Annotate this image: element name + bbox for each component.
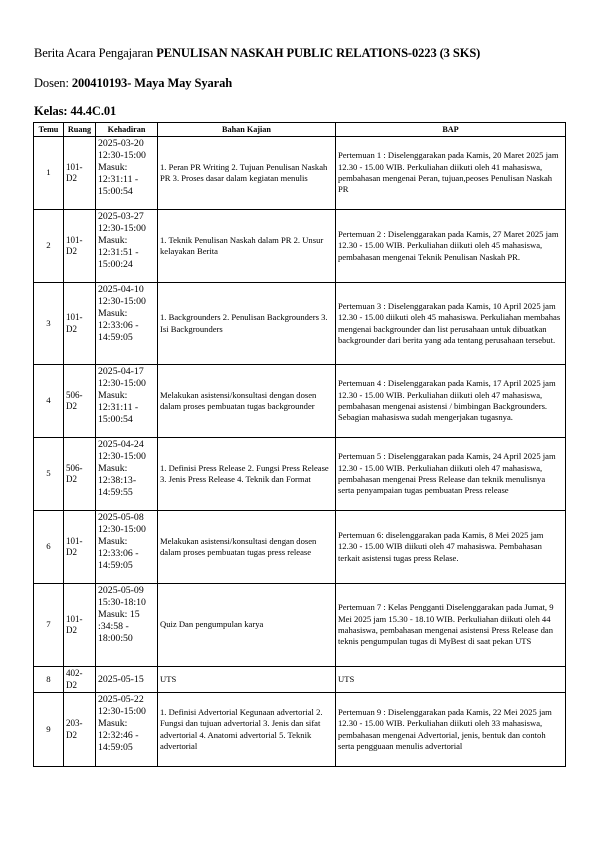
kehadiran-masuk: Masuk: — [98, 390, 128, 401]
kehadiran-date: 2025-03-27 — [98, 211, 144, 222]
temu-cell: 5 — [34, 438, 64, 511]
kehadiran-date: 2025-03-20 — [98, 138, 144, 149]
kehadiran-time: 12:30-15:00 — [98, 706, 146, 717]
col-header-ruang: Ruang — [64, 123, 96, 137]
kehadiran-in: 12:31:51 - — [98, 247, 139, 258]
table-header-row — [34, 123, 566, 137]
kehadiran-date: 2025-04-10 — [98, 284, 144, 295]
kehadiran-date: 2025-04-24 — [98, 439, 144, 450]
kehadiran-time: 12:30-15:00 — [98, 524, 146, 535]
document-title — [34, 46, 480, 61]
lecturer-prefix: Dosen: — [34, 76, 72, 90]
temu-cell: 3 — [34, 283, 64, 365]
kehadiran-out: 14:59:05 — [98, 560, 133, 571]
kehadiran-date: 2025-04-17 — [98, 366, 144, 377]
temu-cell: 7 — [34, 584, 64, 667]
table-row — [34, 667, 566, 693]
bahan-kajian-cell: 1. Definisi Advertorial Kegunaan advertorial 2. Fungsi dan tujuan advertorial 3. Jenis dan sifat advertorial 4. Anatomi advertorial 5. Teknik advertorial — [158, 693, 336, 767]
temu-cell: 1 — [34, 137, 64, 210]
bap-table — [33, 122, 566, 767]
ruang-cell: 506-D2 — [64, 365, 96, 438]
table-row — [34, 283, 566, 365]
kehadiran-cell — [96, 511, 158, 584]
table-row — [34, 584, 566, 667]
kehadiran-date: 2025-05-22 — [98, 694, 144, 705]
kehadiran-in: 12:33:06 - — [98, 320, 139, 331]
ruang-cell: 101-D2 — [64, 283, 96, 365]
kehadiran-in: :34:58 - — [98, 621, 129, 632]
temu-cell: 8 — [34, 667, 64, 693]
table-row — [34, 365, 566, 438]
kehadiran-in: 12:33:06 - — [98, 548, 139, 559]
bap-cell: Pertemuan 4 : Diselenggarakan pada Kamis, 17 April 2025 jam 12.30 - 15.00 WIB. Perkuliahan diikuti oleh 47 mahasiswa, pembahasan mengenai asistensi / bimbingan Backgrounders. Sebagian mahasiswa sudah mengerjakan tugasnya. — [336, 365, 566, 438]
col-header-bap: BAP — [336, 123, 566, 137]
kehadiran-cell — [96, 584, 158, 667]
bap-cell: Pertemuan 1 : Diselenggarakan pada Kamis, 20 Maret 2025 jam 12.30 - 15.00 WIB. Perkuliahan diikuti oleh 41 mahasiswa, pembahasan mengenai Peran, tujuan,peoses Penulisan Naskah PR — [336, 137, 566, 210]
class-label: Kelas: 44.4C.01 — [34, 104, 117, 118]
class-line — [34, 104, 116, 119]
kehadiran-time: 12:30-15:00 — [98, 451, 146, 462]
course-name: PENULISAN NASKAH PUBLIC RELATIONS-0223 (3 SKS) — [156, 46, 481, 60]
table-row — [34, 210, 566, 283]
bap-cell: Pertemuan 5 : Diselenggarakan pada Kamis, 24 April 2025 jam 12.30 - 15.00 WIB. Perkuliahan diikuti oleh 47 mahasiswa, pembahasan mengenai Press Release dan teknik menulisnya serta penyampaian tugas pembuatan Press release — [336, 438, 566, 511]
col-header-bahan-kajian: Bahan Kajian — [158, 123, 336, 137]
ruang-cell: 101-D2 — [64, 584, 96, 667]
kehadiran-masuk: Masuk: 15 — [98, 609, 140, 620]
kehadiran-out: 18:00:50 — [98, 633, 133, 644]
kehadiran-cell — [96, 438, 158, 511]
temu-cell: 4 — [34, 365, 64, 438]
kehadiran-masuk: Masuk: — [98, 536, 128, 547]
bahan-kajian-cell: 1. Backgrounders 2. Penulisan Backgrounders 3. Isi Backgrounders — [158, 283, 336, 365]
kehadiran-cell — [96, 137, 158, 210]
bap-cell: Pertemuan 9 : Diselenggarakan pada Kamis, 22 Mei 2025 jam 12.30 - 15.00 WIB. Perkuliahan diikuti oleh 33 mahasiswa, pembahasan mengenai Advertorial, jenis, bentuk dan contoh serta pengguaan menulis advertorial — [336, 693, 566, 767]
bap-cell: Pertemuan 6: diselenggarakan pada Kamis, 8 Mei 2025 jam 12.30 - 15.00 WIB diikuti oleh 47 mahasiswa. Pembahasan terkait asistensi tugas press Relase. — [336, 511, 566, 584]
col-header-kehadiran: Kehadiran — [96, 123, 158, 137]
ruang-cell: 203-D2 — [64, 693, 96, 767]
ruang-cell: 101-D2 — [64, 137, 96, 210]
kehadiran-in: 12:31:11 - — [98, 174, 139, 185]
kehadiran-out: 15:00:54 — [98, 186, 133, 197]
kehadiran-time: 12:30-15:00 — [98, 223, 146, 234]
kehadiran-cell — [96, 365, 158, 438]
ruang-cell: 101-D2 — [64, 210, 96, 283]
temu-cell: 9 — [34, 693, 64, 767]
kehadiran-masuk: Masuk: — [98, 308, 128, 319]
temu-cell: 2 — [34, 210, 64, 283]
bahan-kajian-cell: 1. Peran PR Writing 2. Tujuan Penulisan Naskah PR 3. Proses dasar dalam kegiatan menulis — [158, 137, 336, 210]
bahan-kajian-cell: 1. Teknik Penulisan Naskah dalam PR 2. Unsur kelayakan Berita — [158, 210, 336, 283]
kehadiran-cell — [96, 210, 158, 283]
ruang-cell: 101-D2 — [64, 511, 96, 584]
kehadiran-time: 12:30-15:00 — [98, 296, 146, 307]
kehadiran-time: 15:30-18:10 — [98, 597, 146, 608]
kehadiran-date: 2025-05-15 — [98, 673, 144, 685]
kehadiran-date: 2025-05-09 — [98, 585, 144, 596]
kehadiran-in: 12:38:13- — [98, 475, 137, 486]
temu-cell: 6 — [34, 511, 64, 584]
bap-cell: Pertemuan 3 : Diselenggarakan pada Kamis, 10 April 2025 jam 12.30 - 15.00 diikuti oleh 45 mahasiswa. Perkuliahan membahas mengenai backgrounder dan list perusahaan untuk dibuatkan backgrounder dari berita yang ada tentang perusahaan tersebut. — [336, 283, 566, 365]
table-row — [34, 137, 566, 210]
title-prefix: Berita Acara Pengajaran — [34, 46, 157, 60]
lecturer-line — [34, 76, 232, 91]
bap-cell: Pertemuan 2 : Diselenggarakan pada Kamis, 27 Maret 2025 jam 12.30 - 15.00 WIB. Perkuliahan diikuti oleh 45 mahasiswa, pembahasan mengenai Teknik Penulisan Naskah PR. — [336, 210, 566, 283]
kehadiran-out: 15:00:54 — [98, 414, 133, 425]
kehadiran-masuk: Masuk: — [98, 235, 128, 246]
table-row — [34, 438, 566, 511]
kehadiran-masuk: Masuk: — [98, 718, 128, 729]
kehadiran-masuk: Masuk: — [98, 463, 128, 474]
kehadiran-out: 14:59:05 — [98, 332, 133, 343]
table-row — [34, 693, 566, 767]
lecturer-name: 200410193- Maya May Syarah — [71, 76, 233, 90]
kehadiran-out: 14:59:05 — [98, 742, 133, 753]
bahan-kajian-cell: Melakukan asistensi/konsultasi dengan dosen dalam proses pembuatan tugas press release — [158, 511, 336, 584]
ruang-cell: 506-D2 — [64, 438, 96, 511]
bap-cell: UTS — [336, 667, 566, 693]
kehadiran-masuk: Masuk: — [98, 162, 128, 173]
bahan-kajian-cell: 1. Definisi Press Release 2. Fungsi Press Release 3. Jenis Press Release 4. Teknik dan Format — [158, 438, 336, 511]
table-row — [34, 511, 566, 584]
bap-cell: Pertemuan 7 : Kelas Pengganti Diselenggarakan pada Jumat, 9 Mei 2025 jam 15.30 - 18.10 WIB. Perkuliahan diikuti oleh 44 mahasiswa, pembahasan mengenai asistensi Press Release dan teknis pengumpulan tugas di MyBest di saat pekan UTS — [336, 584, 566, 667]
bahan-kajian-cell: Melakukan asistensi/konsultasi dengan dosen dalam proses pembuatan tugas backgrounder — [158, 365, 336, 438]
kehadiran-cell — [96, 283, 158, 365]
kehadiran-date: 2025-05-08 — [98, 512, 144, 523]
col-header-temu: Temu — [34, 123, 64, 137]
bahan-kajian-cell: Quiz Dan pengumpulan karya — [158, 584, 336, 667]
kehadiran-in: 12:31:11 - — [98, 402, 139, 413]
kehadiran-cell — [96, 667, 158, 693]
kehadiran-time: 12:30-15:00 — [98, 150, 146, 161]
kehadiran-in: 12:32:46 - — [98, 730, 139, 741]
ruang-cell: 402-D2 — [64, 667, 96, 693]
kehadiran-out: 14:59:55 — [98, 487, 133, 498]
kehadiran-time: 12:30-15:00 — [98, 378, 146, 389]
kehadiran-out: 15:00:24 — [98, 259, 133, 270]
bahan-kajian-cell: UTS — [158, 667, 336, 693]
kehadiran-cell — [96, 693, 158, 767]
